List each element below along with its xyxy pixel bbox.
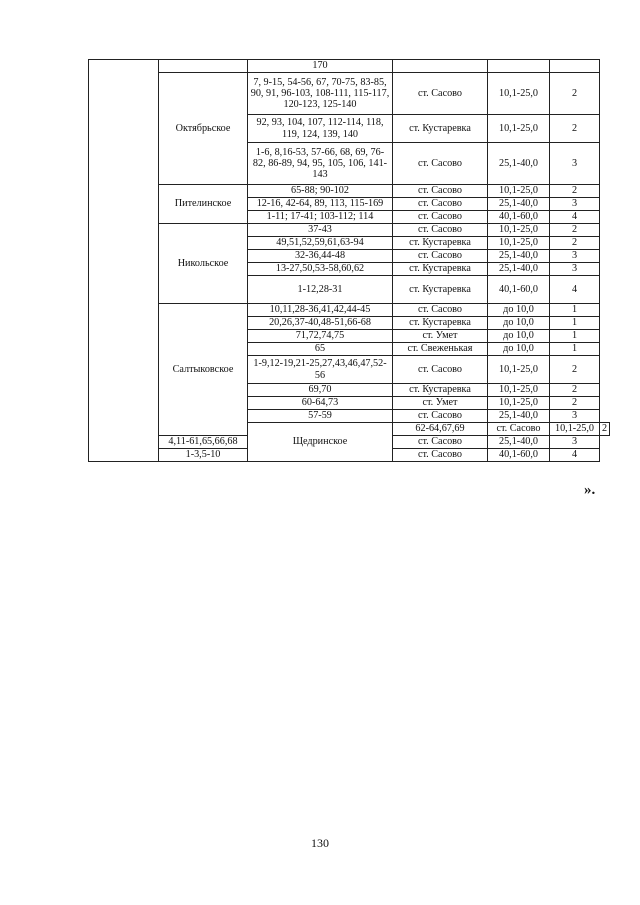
station-cell: ст. Сасово xyxy=(393,211,488,224)
distance-cell: 25,1-40,0 xyxy=(488,143,550,185)
house-numbers-cell: 1-9,12-19,21-25,27,43,46,47,52-56 xyxy=(248,356,393,384)
zone-cell: 1 xyxy=(550,330,600,343)
distance-cell: 40,1-60,0 xyxy=(488,276,550,304)
zone-cell: 4 xyxy=(550,276,600,304)
settlement-name: Никольское xyxy=(159,224,248,304)
house-numbers-cell: 57-59 xyxy=(248,410,393,423)
house-numbers-cell: 4,11-61,65,66,68 xyxy=(159,436,248,449)
table-body xyxy=(89,60,610,462)
house-numbers-cell: 20,26,37-40,48-51,66-68 xyxy=(248,317,393,330)
settlement-name: Щедринское xyxy=(248,423,393,462)
distance-cell: 25,1-40,0 xyxy=(488,198,550,211)
house-numbers-cell: 10,11,28-36,41,42,44-45 xyxy=(248,304,393,317)
table-row xyxy=(89,224,610,237)
distance-cell: 10,1-25,0 xyxy=(488,237,550,250)
station-cell: ст. Кустаревка xyxy=(393,263,488,276)
house-numbers-cell: 1-3,5-10 xyxy=(159,449,248,462)
table-row-top xyxy=(89,60,610,73)
distance-cell: до 10,0 xyxy=(488,343,550,356)
settlement-zones-table xyxy=(88,59,610,462)
table-row xyxy=(89,73,610,115)
zone-cell: 3 xyxy=(550,250,600,263)
zone-cell: 4 xyxy=(550,449,600,462)
zone-cell: 4 xyxy=(550,211,600,224)
zone-cell: 3 xyxy=(550,143,600,185)
distance-cell-empty xyxy=(488,60,550,73)
station-cell: ст. Сасово xyxy=(488,423,550,436)
distance-cell: до 10,0 xyxy=(488,330,550,343)
zone-cell: 3 xyxy=(550,436,600,449)
station-cell: ст. Сасово xyxy=(393,198,488,211)
zone-cell: 2 xyxy=(600,423,610,436)
station-cell: ст. Умет xyxy=(393,330,488,343)
station-cell: ст. Кустаревка xyxy=(393,276,488,304)
zone-cell-empty xyxy=(550,60,600,73)
zone-cell: 2 xyxy=(550,397,600,410)
house-numbers-cell: 12-16, 42-64, 89, 113, 115-169 xyxy=(248,198,393,211)
station-cell: ст. Сасово xyxy=(393,410,488,423)
closing-quote: ». xyxy=(584,482,596,498)
house-numbers-cell: 60-64,73 xyxy=(248,397,393,410)
house-numbers-cell: 32-36,44-48 xyxy=(248,250,393,263)
settlement-name: Пителинское xyxy=(159,185,248,224)
page-number: 130 xyxy=(311,836,329,850)
zone-cell: 2 xyxy=(550,384,600,397)
distance-cell: до 10,0 xyxy=(488,304,550,317)
station-cell: ст. Сасово xyxy=(393,224,488,237)
house-numbers-cell: 37-43 xyxy=(248,224,393,237)
distance-cell: 40,1-60,0 xyxy=(488,449,550,462)
house-numbers-cell: 49,51,52,59,61,63-94 xyxy=(248,237,393,250)
station-cell-empty xyxy=(393,60,488,73)
zone-cell: 3 xyxy=(550,410,600,423)
zone-cell: 2 xyxy=(550,115,600,143)
house-numbers-cell: 62-64,67,69 xyxy=(393,423,488,436)
station-cell: ст. Кустаревка xyxy=(393,384,488,397)
zone-cell: 3 xyxy=(550,263,600,276)
house-numbers-cell: 7, 9-15, 54-56, 67, 70-75, 83-85, 90, 91, 96-103, 108-111, 115-117, 120-123, 125-140 xyxy=(248,73,393,115)
zone-cell: 2 xyxy=(550,237,600,250)
zone-cell: 2 xyxy=(550,185,600,198)
station-cell: ст. Сасово xyxy=(393,73,488,115)
table-row xyxy=(89,304,610,317)
distance-cell: 25,1-40,0 xyxy=(488,263,550,276)
station-cell: ст. Сасово xyxy=(393,185,488,198)
settlement-name: Октябрьское xyxy=(159,73,248,185)
zone-cell: 2 xyxy=(550,356,600,384)
zone-cell: 2 xyxy=(550,224,600,237)
house-numbers-cell: 71,72,74,75 xyxy=(248,330,393,343)
distance-cell: 10,1-25,0 xyxy=(488,115,550,143)
zone-cell: 3 xyxy=(550,198,600,211)
settlement-name: Салтыковское xyxy=(159,304,248,436)
house-numbers-cell: 1-12,28-31 xyxy=(248,276,393,304)
station-cell: ст. Кустаревка xyxy=(393,115,488,143)
station-cell: ст. Свеженькая xyxy=(393,343,488,356)
zone-cell: 1 xyxy=(550,304,600,317)
distance-cell: 10,1-25,0 xyxy=(488,73,550,115)
station-cell: ст. Сасово xyxy=(393,143,488,185)
zone-cell: 1 xyxy=(550,343,600,356)
distance-cell: 10,1-25,0 xyxy=(488,185,550,198)
station-cell: ст. Сасово xyxy=(393,250,488,263)
zone-cell: 2 xyxy=(550,73,600,115)
house-numbers-cell: 170 xyxy=(248,60,393,73)
house-numbers-cell: 1-6, 8,16-53, 57-66, 68, 69, 76-82, 86-89, 94, 95, 105, 106, 141-143 xyxy=(248,143,393,185)
distance-cell: 10,1-25,0 xyxy=(488,356,550,384)
station-cell: ст. Кустаревка xyxy=(393,317,488,330)
distance-cell: до 10,0 xyxy=(488,317,550,330)
distance-cell: 10,1-25,0 xyxy=(488,384,550,397)
station-cell: ст. Сасово xyxy=(393,436,488,449)
district-cell xyxy=(89,60,159,462)
table-row xyxy=(89,185,610,198)
house-numbers-cell: 65-88; 90-102 xyxy=(248,185,393,198)
distance-cell: 25,1-40,0 xyxy=(488,250,550,263)
settlement-cell-empty xyxy=(159,60,248,73)
house-numbers-cell: 65 xyxy=(248,343,393,356)
distance-cell: 25,1-40,0 xyxy=(488,410,550,423)
distance-cell: 10,1-25,0 xyxy=(488,397,550,410)
distance-cell: 40,1-60,0 xyxy=(488,211,550,224)
distance-cell: 25,1-40,0 xyxy=(488,436,550,449)
station-cell: ст. Кустаревка xyxy=(393,237,488,250)
distance-cell: 10,1-25,0 xyxy=(550,423,600,436)
station-cell: ст. Сасово xyxy=(393,356,488,384)
distance-cell: 10,1-25,0 xyxy=(488,224,550,237)
house-numbers-cell: 13-27,50,53-58,60,62 xyxy=(248,263,393,276)
station-cell: ст. Сасово xyxy=(393,304,488,317)
house-numbers-cell: 69,70 xyxy=(248,384,393,397)
zone-cell: 1 xyxy=(550,317,600,330)
station-cell: ст. Сасово xyxy=(393,449,488,462)
station-cell: ст. Умет xyxy=(393,397,488,410)
house-numbers-cell: 1-11; 17-41; 103-112; 114 xyxy=(248,211,393,224)
house-numbers-cell: 92, 93, 104, 107, 112-114, 118, 119, 124, 139, 140 xyxy=(248,115,393,143)
